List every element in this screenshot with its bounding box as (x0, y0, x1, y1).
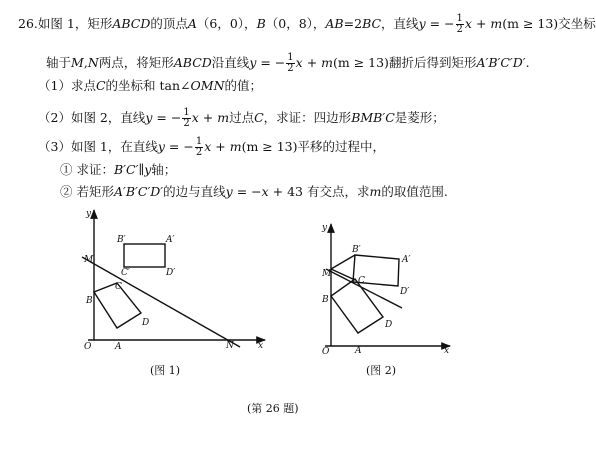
label-a-prime: A′ (166, 235, 175, 245)
text: , (83, 55, 88, 70)
text: 的值； (224, 78, 263, 93)
text: + (198, 110, 218, 125)
text: M (71, 55, 84, 70)
label-c-prime: C′ (121, 268, 130, 278)
label-a: A (355, 346, 362, 356)
text: y (418, 16, 426, 31)
text: 过点 (229, 110, 255, 125)
label-d-prime: D′ (166, 268, 176, 278)
text: = − (425, 16, 455, 31)
text: = − (152, 110, 182, 125)
text: 轴； (151, 162, 177, 177)
text: y (145, 110, 153, 125)
text: 是菱形； (394, 110, 445, 125)
label-a-prime: A′ (402, 255, 411, 265)
label-b: B (86, 296, 93, 306)
figure-1-caption: (图 1) (150, 364, 181, 377)
text: ，直线 (381, 16, 419, 31)
label-x: x (444, 346, 450, 356)
label-c: C (358, 276, 365, 286)
label-m: M (84, 255, 94, 265)
label-o: O (84, 342, 92, 352)
text: x (295, 55, 303, 70)
text: OMN (190, 78, 225, 93)
text: BC (362, 16, 382, 31)
text: B′C′ (113, 162, 139, 177)
text: 的取值范围. (381, 184, 448, 199)
text: （0，8）， (265, 16, 326, 31)
text: AB (325, 16, 344, 31)
text: + 43 有交点，求 (268, 184, 370, 199)
text: 交坐标 (558, 16, 596, 31)
text: BMB′C (351, 110, 395, 125)
fold-line (326, 269, 402, 308)
text: （2）如图 2，直线 (38, 110, 146, 125)
text: ② 若矩形 (60, 184, 114, 199)
text: x (261, 184, 269, 199)
text: 平移的过程中， (297, 139, 386, 154)
text: C (95, 78, 106, 93)
text: =2 (343, 16, 363, 31)
text: B (256, 16, 266, 31)
label-b: B (322, 295, 329, 305)
text: 的边与直线 (163, 184, 226, 199)
label-y: y (322, 223, 328, 233)
text: （1）求点 (38, 78, 96, 93)
text: 轴于 (46, 55, 72, 70)
text: 2 (287, 63, 294, 74)
text: ABCD (112, 16, 151, 31)
text: y (225, 184, 233, 199)
problem-number: 26. (18, 16, 38, 31)
text: m (369, 184, 382, 199)
question-footer: (第 26 题) (247, 402, 299, 415)
text: + (211, 139, 230, 154)
text: 1 (456, 13, 463, 24)
text: y (249, 55, 257, 70)
label-c: C (115, 282, 122, 292)
text: ∥ (138, 162, 145, 177)
text: A′B′C′D′ (476, 55, 526, 70)
label-d-prime: D′ (400, 287, 410, 297)
text: y (157, 139, 165, 154)
text: 翻折后得到矩形 (388, 55, 477, 70)
label-b-prime: B′ (352, 245, 361, 255)
label-y: y (86, 209, 92, 219)
label-d: D (385, 320, 393, 330)
rectangle-abcd (331, 279, 383, 333)
text: m (217, 110, 230, 125)
label-x: x (258, 341, 264, 351)
text: A (187, 16, 197, 31)
text: . (525, 55, 530, 70)
text: m (229, 139, 242, 154)
text: 的顶点 (150, 16, 188, 31)
text: + (302, 55, 322, 70)
text: x (204, 139, 212, 154)
label-n: N (226, 341, 234, 351)
text: ，求证：四边形 (263, 110, 352, 125)
text: A′B′C′D′ (113, 184, 164, 199)
text: 1 (287, 52, 294, 63)
text: 2 (456, 24, 463, 35)
text: 2 (195, 147, 203, 158)
text: + (471, 16, 491, 31)
text: （6，0）， (196, 16, 257, 31)
label-m: M (322, 269, 332, 279)
text: = − (232, 184, 262, 199)
text: （3）如图 1，在直线 (38, 139, 158, 154)
text: x (191, 110, 199, 125)
figure-2-caption: (图 2) (366, 364, 397, 377)
label-d: D (142, 318, 150, 328)
text: = − (164, 139, 194, 154)
segment-m-b-prime (331, 255, 355, 269)
text: ① 求证： (60, 162, 114, 177)
label-a: A (115, 342, 122, 352)
label-b-prime: B′ (117, 235, 126, 245)
text: 如图 1，矩形 (37, 16, 113, 31)
text: 1 (183, 107, 190, 118)
text: m (321, 55, 333, 70)
text: N (87, 55, 99, 70)
text: 两点，将矩形 (98, 55, 174, 70)
text: 的坐标和 tan∠ (105, 78, 191, 93)
text: m (490, 16, 503, 31)
text: = − (256, 55, 286, 70)
text: (m ≥ 13) (241, 139, 298, 154)
text: ABCD (173, 55, 212, 70)
text: 2 (183, 118, 190, 129)
text: y (144, 162, 152, 177)
text: (m ≥ 13) (502, 16, 559, 31)
label-o: O (322, 347, 330, 357)
text: x (464, 16, 472, 31)
text: 沿直线 (211, 55, 250, 70)
text: C (254, 110, 264, 125)
text: 1 (195, 136, 203, 147)
text: (m ≥ 13) (333, 55, 389, 70)
